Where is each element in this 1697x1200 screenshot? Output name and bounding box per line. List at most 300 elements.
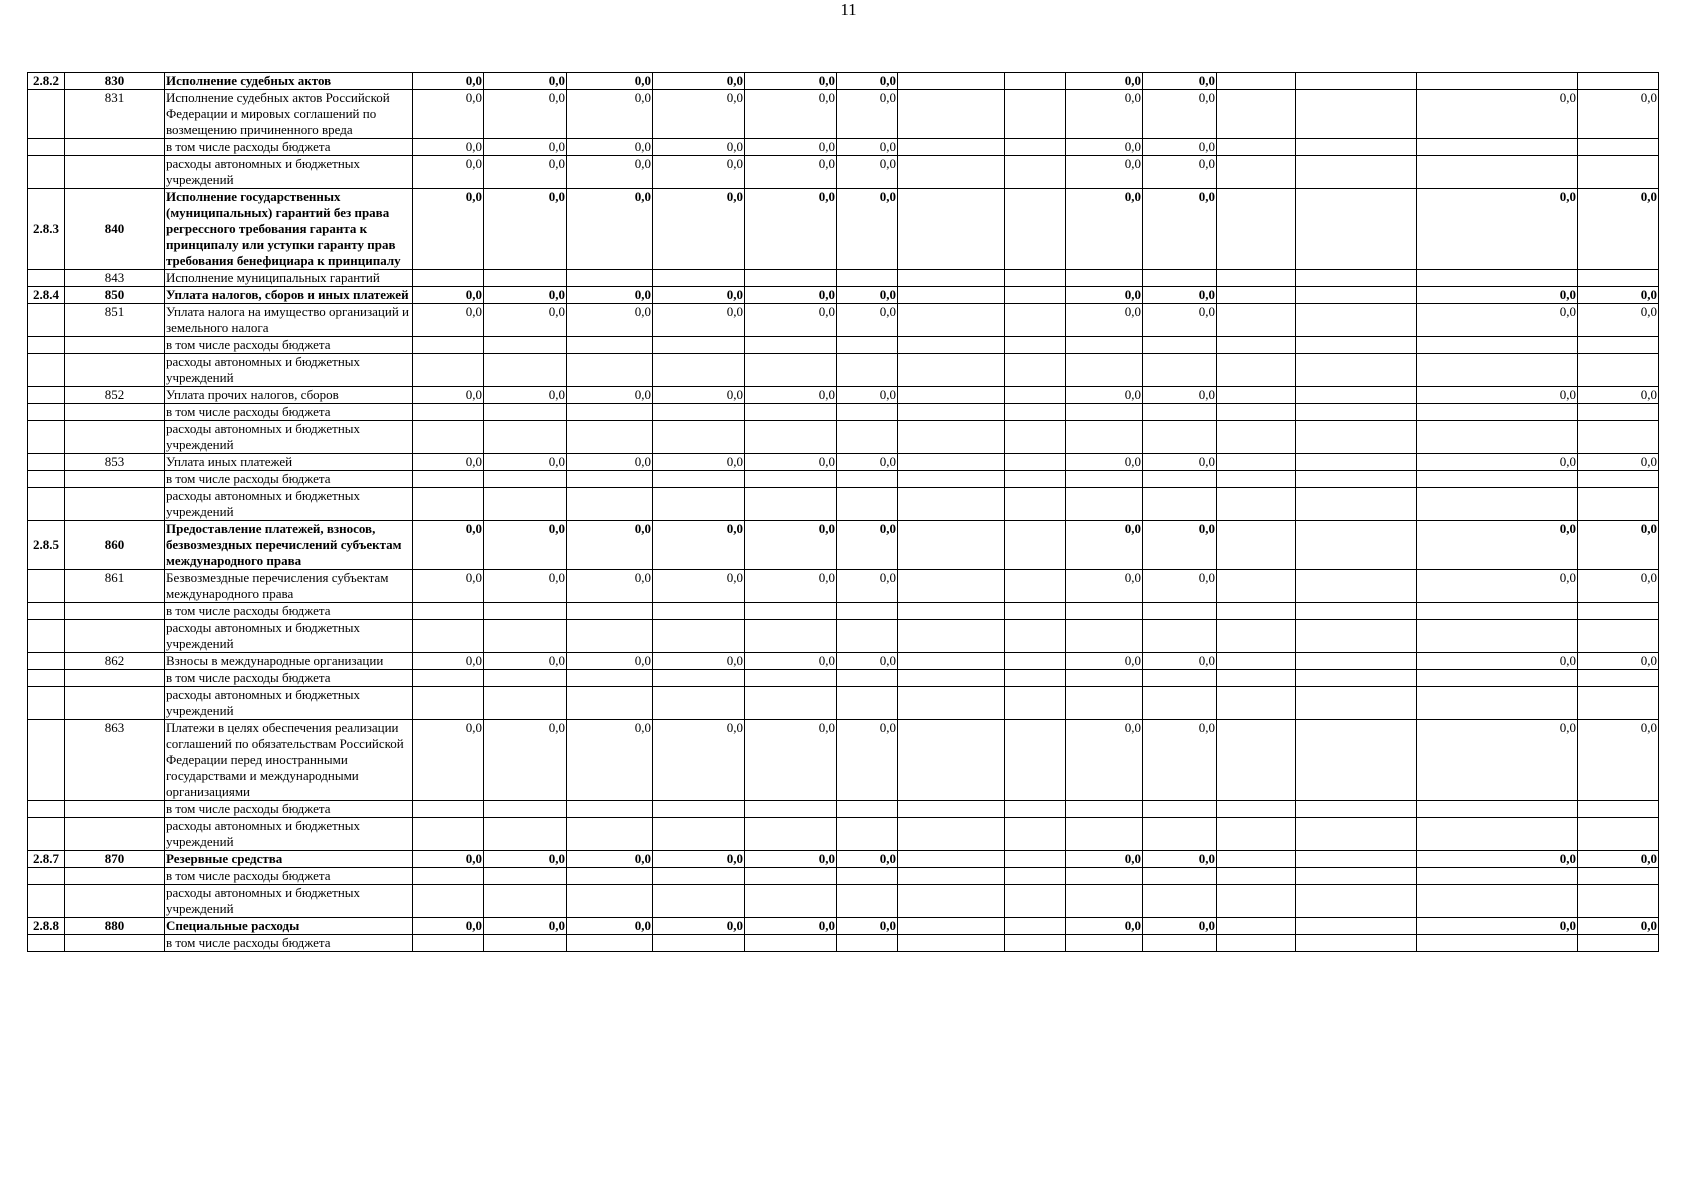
value-cell: 0,0 <box>1578 387 1659 404</box>
value-cell <box>837 603 898 620</box>
value-cell <box>653 687 745 720</box>
value-cell <box>745 620 837 653</box>
value-cell <box>837 868 898 885</box>
value-cell <box>745 603 837 620</box>
value-cell <box>1417 270 1578 287</box>
expense-name-cell: Уплата прочих налогов, сборов <box>165 387 413 404</box>
value-cell <box>745 471 837 488</box>
value-cell: 0,0 <box>837 139 898 156</box>
value-cell <box>1217 90 1296 139</box>
expense-code-cell: 860 <box>65 521 165 570</box>
value-cell <box>1217 156 1296 189</box>
expense-code-cell: 862 <box>65 653 165 670</box>
value-cell: 0,0 <box>837 287 898 304</box>
value-cell <box>1296 570 1417 603</box>
value-cell <box>1296 720 1417 801</box>
expense-code-cell: 831 <box>65 90 165 139</box>
table-row <box>28 653 1659 670</box>
value-cell: 0,0 <box>745 73 837 90</box>
expense-code-cell: 850 <box>65 287 165 304</box>
value-cell: 0,0 <box>484 287 567 304</box>
value-cell <box>837 885 898 918</box>
value-cell: 0,0 <box>1578 189 1659 270</box>
value-cell <box>1217 304 1296 337</box>
value-cell: 0,0 <box>1417 387 1578 404</box>
table-row <box>28 488 1659 521</box>
value-cell <box>1005 885 1066 918</box>
value-cell <box>1296 918 1417 935</box>
expense-name-cell: в том числе расходы бюджета <box>165 801 413 818</box>
value-cell <box>413 270 484 287</box>
value-cell <box>413 935 484 952</box>
value-cell <box>1005 603 1066 620</box>
value-cell <box>745 818 837 851</box>
value-cell <box>837 801 898 818</box>
value-cell: 0,0 <box>653 720 745 801</box>
expense-name-cell: Резервные средства <box>165 851 413 868</box>
value-cell: 0,0 <box>484 90 567 139</box>
value-cell: 0,0 <box>837 387 898 404</box>
value-cell <box>1005 687 1066 720</box>
value-cell <box>1578 620 1659 653</box>
value-cell: 0,0 <box>1143 918 1217 935</box>
value-cell <box>1143 670 1217 687</box>
value-cell <box>745 421 837 454</box>
value-cell <box>653 935 745 952</box>
value-cell <box>1217 354 1296 387</box>
value-cell: 0,0 <box>1066 918 1143 935</box>
value-cell <box>567 670 653 687</box>
value-cell <box>1578 73 1659 90</box>
value-cell <box>567 270 653 287</box>
value-cell <box>1578 885 1659 918</box>
value-cell <box>413 620 484 653</box>
value-cell: 0,0 <box>837 570 898 603</box>
value-cell <box>1296 488 1417 521</box>
table-row <box>28 720 1659 801</box>
expense-name-cell: Предоставление платежей, взносов, безвозмездных перечислений субъектам международного права <box>165 521 413 570</box>
value-cell <box>1417 73 1578 90</box>
value-cell <box>898 73 1005 90</box>
value-cell <box>898 521 1005 570</box>
value-cell <box>837 354 898 387</box>
value-cell <box>1066 670 1143 687</box>
value-cell <box>745 488 837 521</box>
value-cell <box>898 603 1005 620</box>
section-number-cell: 2.8.8 <box>28 918 65 935</box>
value-cell <box>1578 354 1659 387</box>
value-cell <box>484 801 567 818</box>
value-cell <box>1578 270 1659 287</box>
table-row <box>28 156 1659 189</box>
value-cell <box>1417 885 1578 918</box>
value-cell <box>1066 818 1143 851</box>
value-cell: 0,0 <box>484 851 567 868</box>
value-cell <box>1296 454 1417 471</box>
value-cell <box>484 354 567 387</box>
value-cell <box>413 488 484 521</box>
value-cell: 0,0 <box>1143 653 1217 670</box>
value-cell: 0,0 <box>1066 521 1143 570</box>
value-cell <box>567 404 653 421</box>
value-cell: 0,0 <box>653 304 745 337</box>
value-cell: 0,0 <box>1143 73 1217 90</box>
section-number-cell: 2.8.3 <box>28 189 65 270</box>
value-cell <box>413 687 484 720</box>
expense-name-cell: в том числе расходы бюджета <box>165 670 413 687</box>
expense-code-cell: 843 <box>65 270 165 287</box>
expense-code-cell <box>65 620 165 653</box>
section-number-cell <box>28 868 65 885</box>
value-cell <box>1066 488 1143 521</box>
value-cell <box>1578 139 1659 156</box>
value-cell <box>837 935 898 952</box>
value-cell <box>567 337 653 354</box>
value-cell: 0,0 <box>745 454 837 471</box>
value-cell <box>898 90 1005 139</box>
value-cell: 0,0 <box>567 156 653 189</box>
value-cell: 0,0 <box>413 720 484 801</box>
value-cell <box>898 670 1005 687</box>
value-cell <box>567 868 653 885</box>
expense-name-cell: Исполнение судебных актов Российской Федерации и мировых соглашений по возмещению причиненного вреда <box>165 90 413 139</box>
value-cell: 0,0 <box>1578 90 1659 139</box>
value-cell: 0,0 <box>484 653 567 670</box>
value-cell <box>898 156 1005 189</box>
value-cell: 0,0 <box>484 720 567 801</box>
value-cell <box>745 670 837 687</box>
section-number-cell: 2.8.5 <box>28 521 65 570</box>
value-cell <box>898 720 1005 801</box>
expense-name-cell: в том числе расходы бюджета <box>165 603 413 620</box>
value-cell: 0,0 <box>1578 304 1659 337</box>
table-row <box>28 603 1659 620</box>
value-cell: 0,0 <box>1066 287 1143 304</box>
value-cell: 0,0 <box>1066 73 1143 90</box>
value-cell <box>898 354 1005 387</box>
value-cell: 0,0 <box>653 521 745 570</box>
value-cell <box>413 404 484 421</box>
value-cell: 0,0 <box>413 570 484 603</box>
value-cell <box>567 471 653 488</box>
value-cell <box>745 337 837 354</box>
value-cell: 0,0 <box>484 304 567 337</box>
value-cell <box>898 139 1005 156</box>
value-cell: 0,0 <box>1143 156 1217 189</box>
value-cell: 0,0 <box>484 521 567 570</box>
value-cell <box>1417 139 1578 156</box>
value-cell <box>1217 670 1296 687</box>
value-cell <box>898 488 1005 521</box>
value-cell: 0,0 <box>1417 189 1578 270</box>
value-cell <box>653 620 745 653</box>
expense-name-cell: Уплата налога на имущество организаций и земельного налога <box>165 304 413 337</box>
section-number-cell <box>28 720 65 801</box>
value-cell <box>484 404 567 421</box>
value-cell <box>1296 156 1417 189</box>
value-cell <box>1005 156 1066 189</box>
table-row <box>28 337 1659 354</box>
value-cell: 0,0 <box>1578 653 1659 670</box>
value-cell: 0,0 <box>1143 287 1217 304</box>
value-cell <box>898 421 1005 454</box>
value-cell: 0,0 <box>1417 570 1578 603</box>
value-cell <box>567 354 653 387</box>
value-cell: 0,0 <box>1417 287 1578 304</box>
value-cell <box>1578 337 1659 354</box>
value-cell <box>1296 387 1417 404</box>
value-cell <box>567 488 653 521</box>
value-cell <box>1143 270 1217 287</box>
value-cell: 0,0 <box>1066 189 1143 270</box>
value-cell <box>1417 670 1578 687</box>
value-cell: 0,0 <box>837 521 898 570</box>
value-cell <box>898 885 1005 918</box>
table-row <box>28 868 1659 885</box>
expense-name-cell: в том числе расходы бюджета <box>165 935 413 952</box>
value-cell <box>413 868 484 885</box>
value-cell <box>1217 885 1296 918</box>
value-cell <box>653 868 745 885</box>
table-body <box>28 73 1659 952</box>
value-cell <box>567 885 653 918</box>
value-cell: 0,0 <box>413 90 484 139</box>
expense-name-cell: в том числе расходы бюджета <box>165 404 413 421</box>
value-cell <box>1005 287 1066 304</box>
value-cell <box>1217 935 1296 952</box>
value-cell <box>1217 73 1296 90</box>
value-cell <box>1217 818 1296 851</box>
table-row <box>28 687 1659 720</box>
value-cell <box>484 337 567 354</box>
value-cell: 0,0 <box>1143 304 1217 337</box>
value-cell <box>567 687 653 720</box>
value-cell: 0,0 <box>745 521 837 570</box>
value-cell: 0,0 <box>745 90 837 139</box>
value-cell <box>484 421 567 454</box>
value-cell <box>745 354 837 387</box>
value-cell <box>1296 73 1417 90</box>
value-cell <box>1143 818 1217 851</box>
value-cell <box>484 603 567 620</box>
expense-name-cell: Исполнение муниципальных гарантий <box>165 270 413 287</box>
value-cell: 0,0 <box>1066 454 1143 471</box>
value-cell: 0,0 <box>1066 570 1143 603</box>
value-cell <box>898 404 1005 421</box>
value-cell <box>1217 387 1296 404</box>
value-cell <box>1143 687 1217 720</box>
value-cell <box>1417 868 1578 885</box>
value-cell <box>1143 471 1217 488</box>
value-cell: 0,0 <box>567 720 653 801</box>
value-cell <box>1296 354 1417 387</box>
budget-table <box>27 72 1659 952</box>
table-row <box>28 818 1659 851</box>
expense-code-cell: 830 <box>65 73 165 90</box>
value-cell <box>413 885 484 918</box>
value-cell <box>898 687 1005 720</box>
value-cell: 0,0 <box>567 454 653 471</box>
value-cell <box>1005 653 1066 670</box>
expense-name-cell: расходы автономных и бюджетных учреждений <box>165 488 413 521</box>
value-cell: 0,0 <box>1143 851 1217 868</box>
expense-code-cell <box>65 801 165 818</box>
value-cell: 0,0 <box>653 570 745 603</box>
expense-code-cell: 851 <box>65 304 165 337</box>
value-cell <box>898 918 1005 935</box>
table-row <box>28 620 1659 653</box>
value-cell <box>898 868 1005 885</box>
expense-code-cell: 880 <box>65 918 165 935</box>
value-cell: 0,0 <box>745 304 837 337</box>
value-cell <box>413 354 484 387</box>
value-cell <box>1578 868 1659 885</box>
value-cell <box>653 270 745 287</box>
section-number-cell: 2.8.4 <box>28 287 65 304</box>
value-cell: 0,0 <box>1143 139 1217 156</box>
value-cell <box>1005 387 1066 404</box>
value-cell: 0,0 <box>567 851 653 868</box>
table-row <box>28 387 1659 404</box>
value-cell: 0,0 <box>653 73 745 90</box>
value-cell: 0,0 <box>1143 454 1217 471</box>
value-cell: 0,0 <box>1066 851 1143 868</box>
value-cell <box>1005 471 1066 488</box>
value-cell <box>1417 603 1578 620</box>
value-cell <box>413 337 484 354</box>
value-cell <box>1066 935 1143 952</box>
table-row <box>28 421 1659 454</box>
value-cell <box>1066 354 1143 387</box>
value-cell: 0,0 <box>567 73 653 90</box>
value-cell <box>898 387 1005 404</box>
value-cell <box>1005 421 1066 454</box>
value-cell: 0,0 <box>745 570 837 603</box>
value-cell <box>413 471 484 488</box>
value-cell <box>653 404 745 421</box>
value-cell <box>413 421 484 454</box>
value-cell <box>653 471 745 488</box>
expense-code-cell <box>65 354 165 387</box>
value-cell <box>1217 851 1296 868</box>
table-row <box>28 73 1659 90</box>
value-cell <box>1217 488 1296 521</box>
value-cell <box>1066 687 1143 720</box>
value-cell <box>1578 404 1659 421</box>
value-cell: 0,0 <box>745 287 837 304</box>
value-cell: 0,0 <box>1066 156 1143 189</box>
value-cell <box>1143 337 1217 354</box>
value-cell <box>1578 603 1659 620</box>
value-cell <box>837 404 898 421</box>
value-cell <box>1296 189 1417 270</box>
value-cell <box>745 801 837 818</box>
value-cell <box>837 471 898 488</box>
value-cell: 0,0 <box>837 851 898 868</box>
value-cell <box>1217 139 1296 156</box>
value-cell <box>837 620 898 653</box>
value-cell <box>745 404 837 421</box>
value-cell: 0,0 <box>837 90 898 139</box>
value-cell <box>1217 454 1296 471</box>
value-cell <box>567 421 653 454</box>
value-cell <box>1217 270 1296 287</box>
value-cell <box>1005 570 1066 603</box>
table-row <box>28 851 1659 868</box>
value-cell <box>1417 818 1578 851</box>
value-cell: 0,0 <box>413 653 484 670</box>
value-cell <box>1066 337 1143 354</box>
value-cell <box>1217 337 1296 354</box>
value-cell <box>837 818 898 851</box>
expense-code-cell <box>65 818 165 851</box>
value-cell: 0,0 <box>1143 720 1217 801</box>
value-cell <box>567 818 653 851</box>
value-cell <box>1217 918 1296 935</box>
value-cell <box>1005 189 1066 270</box>
expense-code-cell <box>65 687 165 720</box>
value-cell <box>1005 935 1066 952</box>
value-cell <box>1005 270 1066 287</box>
value-cell <box>1296 653 1417 670</box>
value-cell: 0,0 <box>567 570 653 603</box>
value-cell <box>653 354 745 387</box>
section-number-cell <box>28 885 65 918</box>
expense-name-cell: расходы автономных и бюджетных учреждений <box>165 421 413 454</box>
value-cell <box>653 670 745 687</box>
value-cell <box>898 304 1005 337</box>
value-cell <box>1578 471 1659 488</box>
value-cell <box>898 653 1005 670</box>
value-cell <box>1417 935 1578 952</box>
value-cell: 0,0 <box>653 387 745 404</box>
expense-name-cell: в том числе расходы бюджета <box>165 868 413 885</box>
value-cell <box>1005 868 1066 885</box>
value-cell <box>484 270 567 287</box>
expense-name-cell: расходы автономных и бюджетных учреждений <box>165 354 413 387</box>
value-cell <box>1296 337 1417 354</box>
expense-code-cell <box>65 421 165 454</box>
expense-name-cell: расходы автономных и бюджетных учреждений <box>165 818 413 851</box>
value-cell <box>1417 421 1578 454</box>
expense-code-cell <box>65 868 165 885</box>
table-row <box>28 287 1659 304</box>
value-cell <box>1005 801 1066 818</box>
value-cell: 0,0 <box>1066 90 1143 139</box>
value-cell <box>1143 620 1217 653</box>
value-cell <box>898 471 1005 488</box>
expense-code-cell: 840 <box>65 189 165 270</box>
value-cell <box>1296 270 1417 287</box>
value-cell <box>653 488 745 521</box>
value-cell: 0,0 <box>1578 521 1659 570</box>
value-cell <box>1217 287 1296 304</box>
value-cell <box>1217 189 1296 270</box>
value-cell <box>1217 404 1296 421</box>
value-cell <box>1417 488 1578 521</box>
expense-code-cell <box>65 935 165 952</box>
section-number-cell <box>28 670 65 687</box>
value-cell <box>1296 620 1417 653</box>
value-cell: 0,0 <box>567 653 653 670</box>
value-cell <box>1005 354 1066 387</box>
value-cell <box>1005 454 1066 471</box>
table-row <box>28 139 1659 156</box>
table-row <box>28 885 1659 918</box>
value-cell: 0,0 <box>484 156 567 189</box>
value-cell: 0,0 <box>1417 304 1578 337</box>
value-cell <box>1578 935 1659 952</box>
